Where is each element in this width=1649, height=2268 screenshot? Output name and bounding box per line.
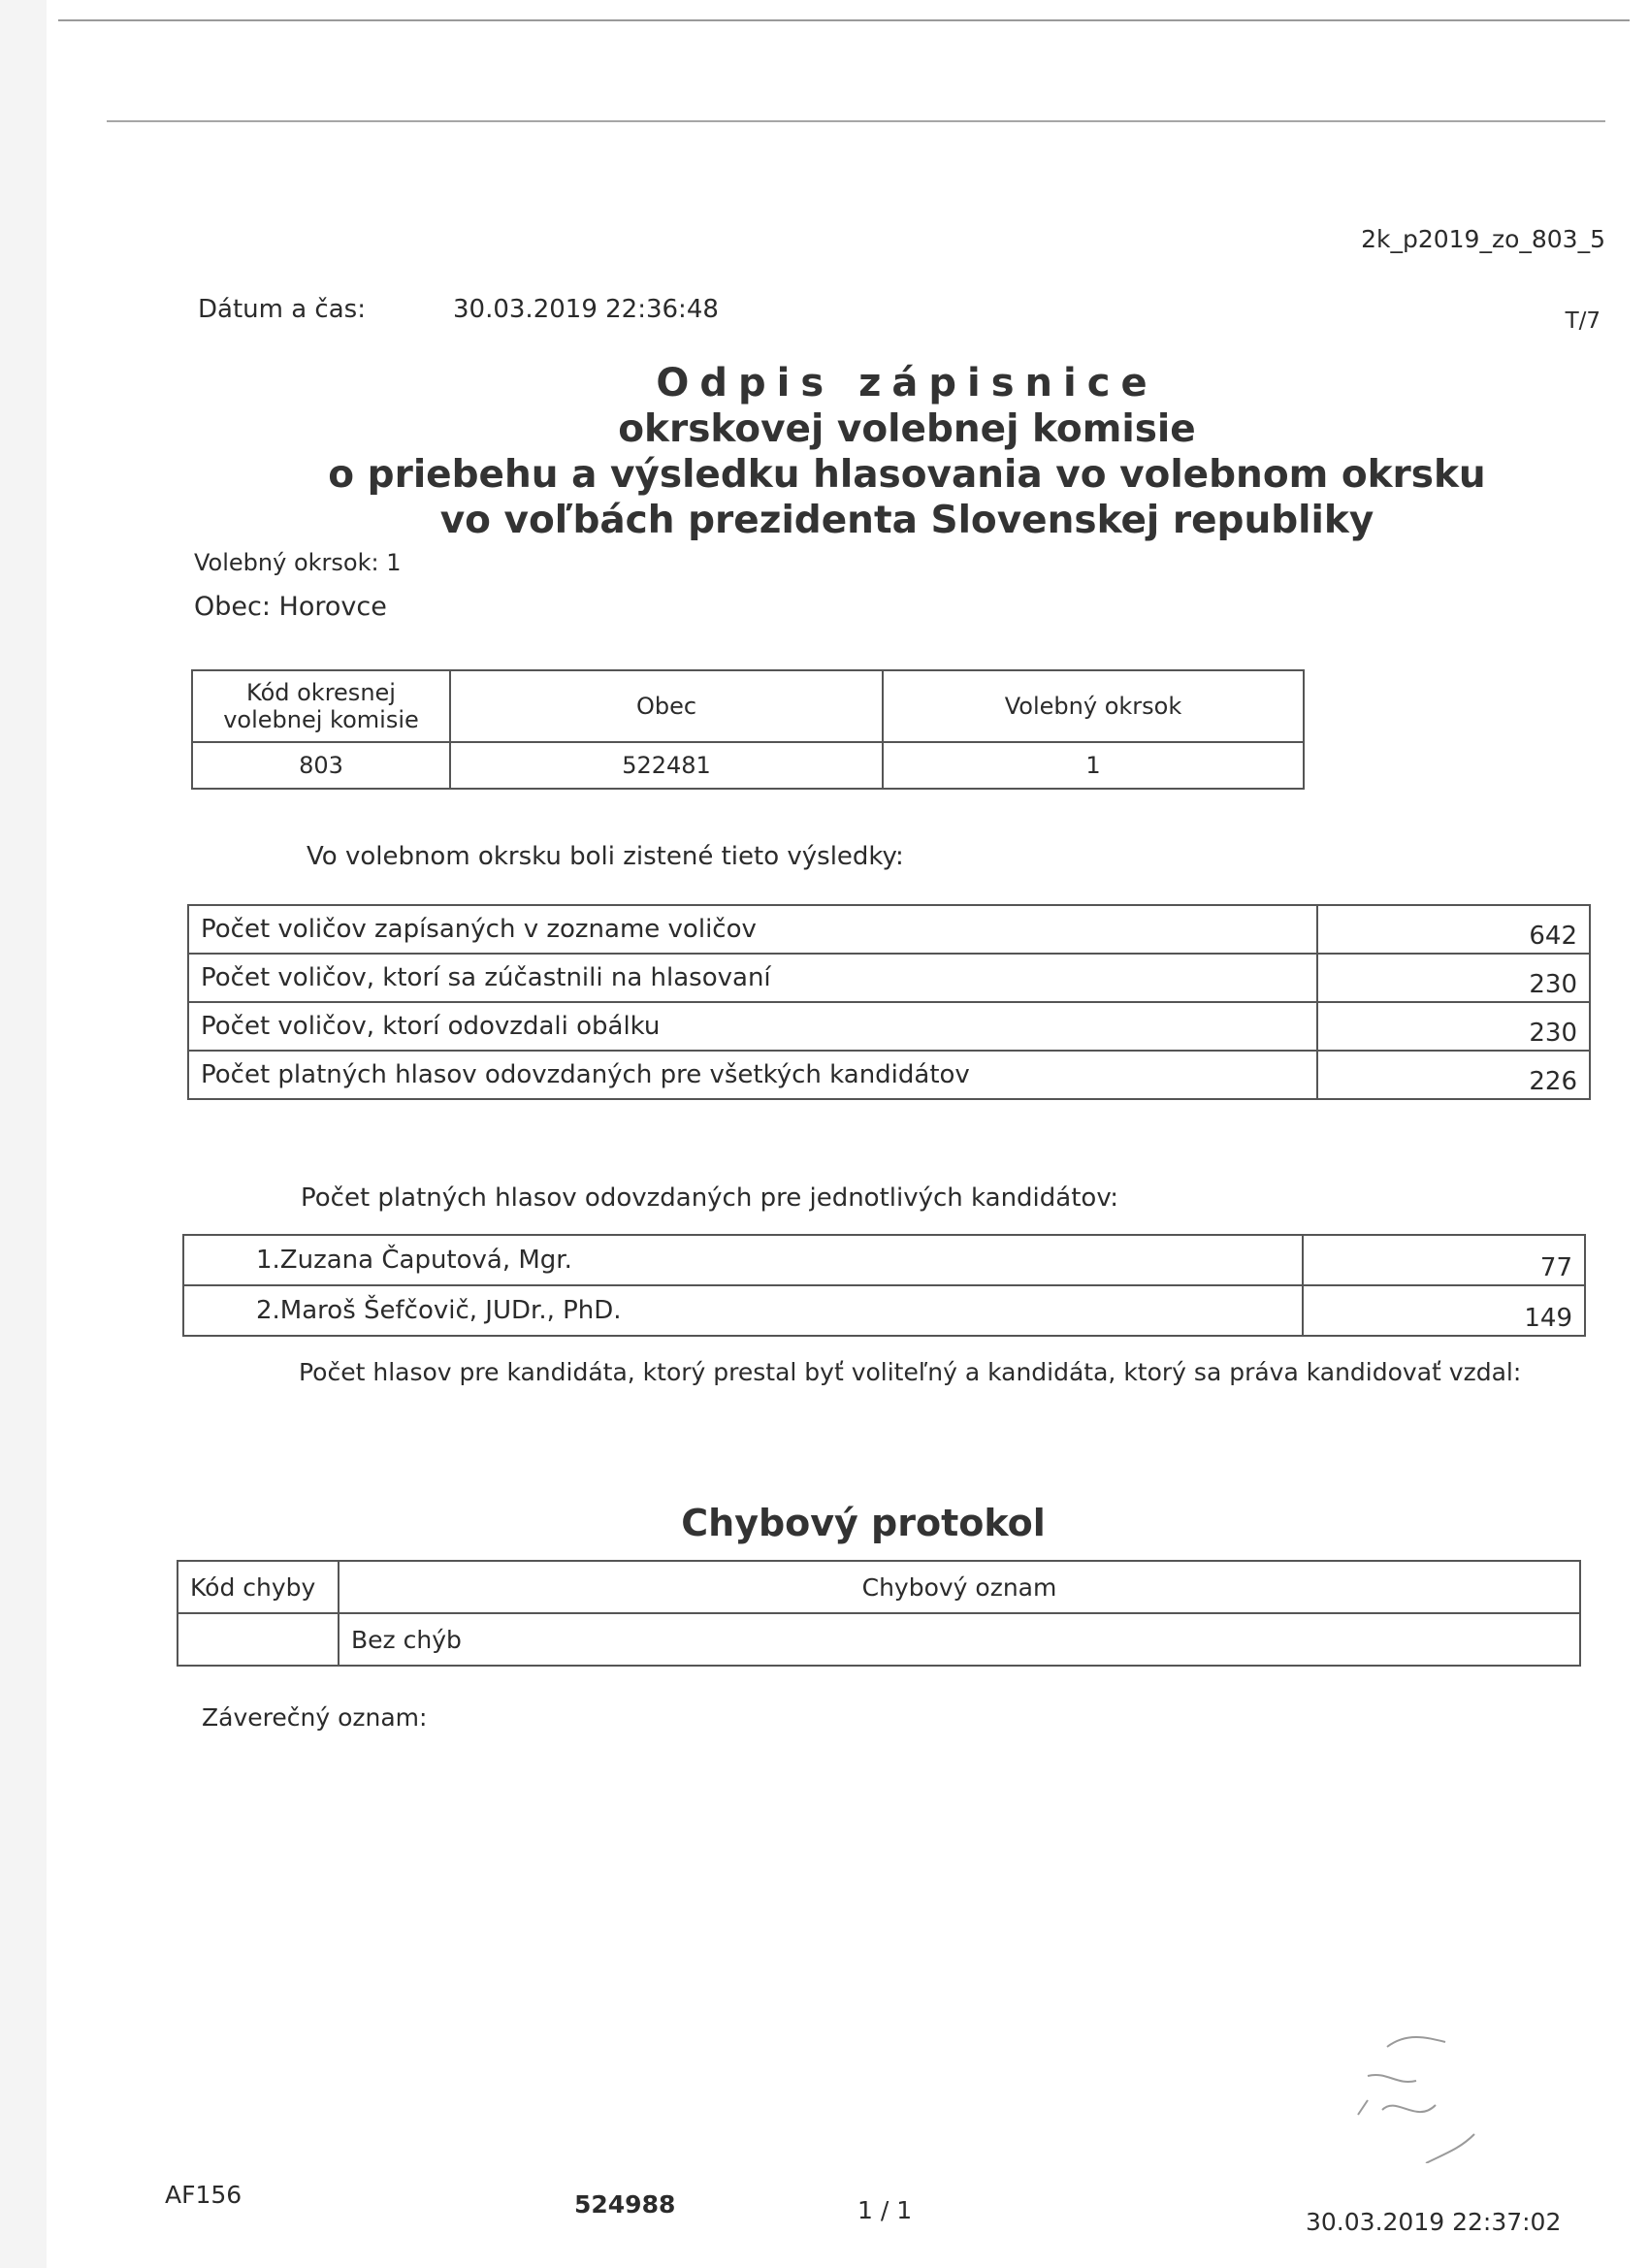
candidate-votes: 77 [1303, 1235, 1585, 1285]
footer-form-code: AF156 [165, 2181, 242, 2209]
codes-header-commission: Kód okresnej volebnej komisie [192, 670, 450, 742]
title-line-4: vo voľbách prezidenta Slovenskej republiky [439, 499, 1374, 542]
footer-timestamp: 30.03.2019 22:37:02 [1306, 2208, 1562, 2236]
footer-number: 524988 [574, 2190, 676, 2219]
codes-value-municipality: 522481 [450, 742, 883, 789]
document-title [175, 361, 1639, 543]
candidates-table [182, 1234, 1586, 1337]
result-label: Počet voličov, ktorí sa zúčastnili na hlasovaní [188, 954, 1317, 1002]
candidate-votes: 149 [1303, 1285, 1585, 1336]
error-header-code: Kód chyby [178, 1561, 339, 1613]
error-message: Bez chýb [339, 1613, 1580, 1666]
candidates-intro: Počet platných hlasov odovzdaných pre jednotlivých kandidátov: [301, 1183, 1119, 1213]
table-row [188, 905, 1590, 954]
date-label: Dátum a čas: [198, 295, 366, 324]
table-row [178, 1613, 1580, 1666]
title-line-2: okrskovej volebnej komisie [618, 407, 1196, 451]
codes-header-municipality: Obec [450, 670, 883, 742]
result-label: Počet voličov, ktorí odovzdali obálku [188, 1002, 1317, 1051]
error-header-row [178, 1561, 1580, 1613]
result-value: 230 [1317, 954, 1590, 1002]
result-value: 642 [1317, 905, 1590, 954]
result-value: 230 [1317, 1002, 1590, 1051]
error-header-message: Chybový oznam [339, 1561, 1580, 1613]
codes-table [191, 669, 1305, 790]
table-row [188, 1002, 1590, 1051]
result-label: Počet platných hlasov odovzdaných pre všetkých kandidátov [188, 1051, 1317, 1099]
codes-value-district: 1 [883, 742, 1304, 789]
error-protocol-title: Chybový protokol [681, 1502, 1046, 1544]
page-code: T/7 [1565, 308, 1600, 334]
results-table [187, 904, 1591, 1100]
header-rule [107, 120, 1605, 122]
codes-header-district: Volebný okrsok [883, 670, 1304, 742]
municipality-label: Obec: Horovce [194, 592, 387, 622]
candidate-name: 2.Maroš Šefčovič, JUDr., PhD. [183, 1285, 1303, 1336]
scan-edge [0, 0, 47, 2268]
title-line-1: Odpis zápisnice [656, 361, 1158, 405]
table-row [183, 1285, 1585, 1336]
table-row [188, 954, 1590, 1002]
withdrawn-candidates-note: Počet hlasov pre kandidáta, ktorý prestal byť voliteľný a kandidáta, ktorý sa práva kandidovať vzdal: [299, 1358, 1522, 1386]
title-line-3: o priebehu a výsledku hlasovania vo volebnom okrsku [328, 453, 1486, 497]
error-protocol-table [177, 1560, 1581, 1667]
table-row [188, 1051, 1590, 1099]
document-id: 2k_p2019_zo_803_5 [1361, 225, 1605, 253]
footer-page: 1 / 1 [857, 2196, 913, 2224]
signature-scribble [1329, 2018, 1523, 2163]
result-value: 226 [1317, 1051, 1590, 1099]
codes-value-row [192, 742, 1304, 789]
results-intro: Vo volebnom okrsku boli zistené tieto výsledky: [307, 842, 904, 871]
codes-value-commission: 803 [192, 742, 450, 789]
final-note-label: Záverečný oznam: [202, 1703, 428, 1732]
result-label: Počet voličov zapísaných v zozname voličov [188, 905, 1317, 954]
candidate-name: 1.Zuzana Čaputová, Mgr. [183, 1235, 1303, 1285]
scan-top-line [58, 19, 1630, 21]
error-code [178, 1613, 339, 1666]
table-row [183, 1235, 1585, 1285]
codes-header-row [192, 670, 1304, 742]
date-value: 30.03.2019 22:36:48 [453, 295, 719, 324]
district-label: Volebný okrsok: 1 [194, 549, 402, 576]
